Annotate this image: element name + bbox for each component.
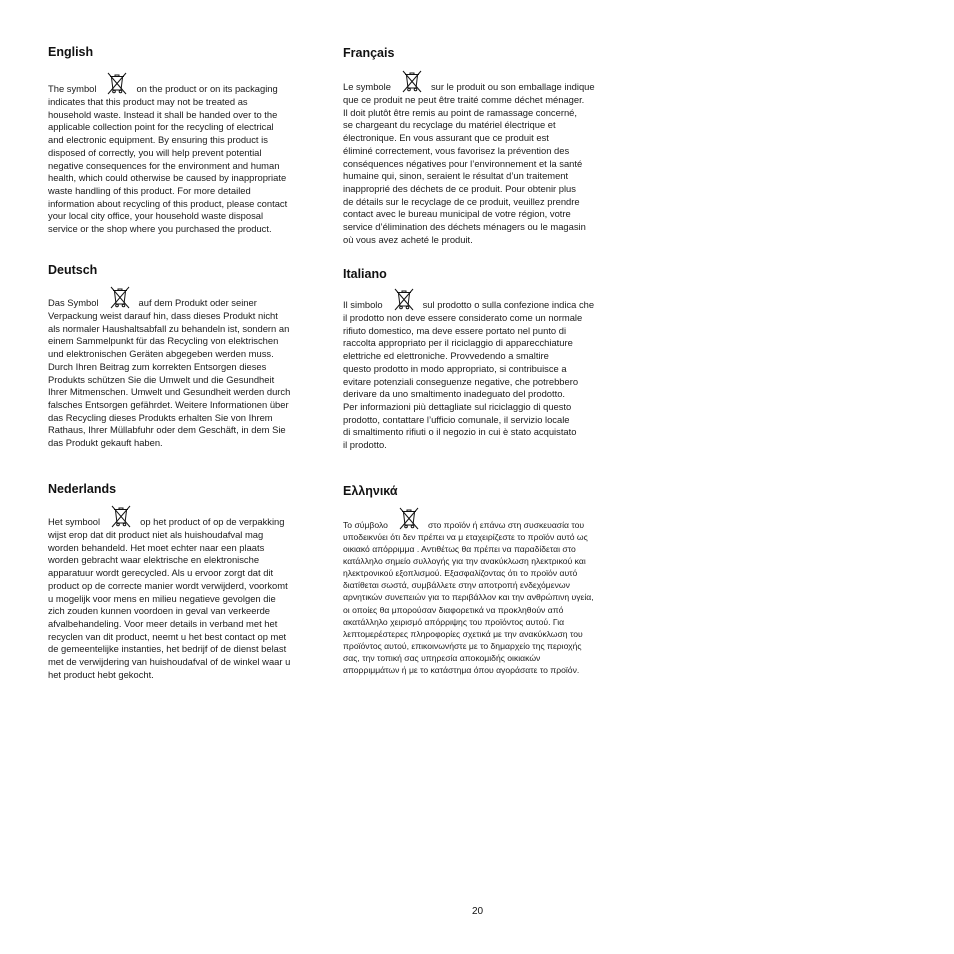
paragraph-line: απορριμμάτων ή με το κατάστημα όπου αγοράσατε το προϊόν. [343, 665, 580, 676]
section-body-english [48, 70, 287, 236]
paragraph-line: de détails sur le recyclage de ce produit, veuillez prendre [343, 195, 580, 207]
paragraph-first-line [343, 505, 594, 531]
section-ellinika [343, 483, 594, 676]
paragraph-line: questo prodotto in modo appropriato, si contribuisce a [343, 362, 567, 374]
paragraph-line: household waste. Instead it shall be handed over to the [48, 108, 278, 120]
crossed-out-wheelie-bin-icon [393, 286, 415, 312]
paragraph-line: σας, την τοπική σας υπηρεσία αποκομιδής οικιακών [343, 652, 541, 663]
symbol-lead-text: Il simbolo [343, 299, 383, 311]
paragraph-line: se chargeant du recyclage du matériel électrique et [343, 119, 556, 131]
paragraph-line: humaine qui, sinon, seraient le résultat d’un traitement [343, 170, 569, 182]
paragraph-line: het product hebt gekocht. [48, 668, 154, 680]
section-body-nederlands [48, 503, 290, 681]
paragraph-line: raccolta appropriato per il riciclaggio di apparecchiature [343, 337, 573, 349]
paragraph-line: falsches Entsorgen gefährdet. Weitere Informationen über [48, 398, 289, 410]
paragraph-line: Verpackung weist darauf hin, dass dieses Produkt nicht [48, 310, 278, 321]
paragraph-line: αρνητικών συνεπειών για το περιβάλλον και την ανθρώπινη υγεία, [343, 592, 594, 603]
crossed-out-wheelie-bin-icon [110, 503, 132, 529]
paragraph-line: afvalbehandeling. Voor meer details in verband met het [48, 617, 278, 629]
paragraph-line: λεπτομερέστερες πληροφορίες σχετικά με την ανακύκλωση του [343, 628, 583, 639]
paragraph-line: elettriche ed elettroniche. Provvedendo a smaltire [343, 350, 549, 362]
paragraph-line: Produkts schützen Sie die Umwelt und die Gesundheit [48, 373, 275, 385]
paragraph-line: service d’élimination des déchets ménagers ou le magasin [343, 221, 586, 233]
symbol-lead-text: Das Symbol [48, 297, 99, 309]
paragraph-line: worden gebracht waar elektrische en elektronische [48, 554, 260, 566]
paragraph-line: di smaltimento rifiuti o il negozio in cui è stato acquistato [343, 426, 577, 438]
symbol-trail-text: στο προϊόν ή επάνω στη συσκευασία του [427, 519, 585, 530]
paragraph-line: apparatuur wordt gerecycled. Als u ervoor zorgt dat dit [48, 567, 274, 579]
section-body-italiano [343, 286, 594, 452]
paragraph-line: προϊόντος αυτού, επικοινωνήστε με το δημαρχείο της περιοχής [343, 640, 582, 651]
section-heading-italiano: Italiano [343, 267, 387, 281]
section-heading-deutsch: Deutsch [48, 263, 98, 277]
paragraph-line: Durch Ihren Beitrag zum korrekten Entsorgen dieses [48, 360, 267, 372]
page-number: 20 [472, 906, 484, 917]
paragraph-line: rifiuto domestico, ma deve essere portato nel punto di [343, 324, 567, 336]
paragraph-line: électronique. En vous assurant que ce produit est [343, 132, 549, 144]
symbol-trail-text: sul prodotto o sulla confezione indica che [422, 299, 595, 311]
symbol-lead-text: Το σύμβολο [343, 519, 388, 530]
section-italiano [343, 266, 594, 452]
section-body-francais [343, 68, 595, 246]
paragraph-line: worden behandeld. Het moet echter naar een plaats [48, 541, 265, 553]
symbol-lead-text: Het symbool [48, 516, 101, 528]
crossed-out-wheelie-bin-icon [106, 70, 128, 96]
paragraph-first-line [343, 68, 595, 94]
crossed-out-wheelie-bin-icon [401, 68, 423, 94]
paragraph-line: où vous avez acheté le produit. [343, 233, 473, 245]
paragraph-line: Per informazioni più dettagliate sul riciclaggio di questo [343, 400, 572, 412]
paragraph-line: das Recycling dieses Produkts erhalten Sie von Ihrem [48, 411, 273, 423]
section-body-deutsch [48, 284, 290, 450]
paragraph-line: que ce produit ne peut être traité comme déchet ménager. [343, 94, 585, 105]
section-francais [343, 45, 595, 246]
paragraph-line: prodotto, contattare l’ufficio comunale, il servizio locale [343, 413, 570, 425]
paragraph-line: οικιακό απόρριμμα . Αντιθέτως θα πρέπει να παραδίδεται στο [343, 544, 576, 555]
paragraph-line: il prodotto non deve essere considerato come un normale [343, 312, 583, 323]
paragraph-line: met de verwijdering van huishoudafval of de winkel waar u [48, 656, 291, 668]
paragraph-line: οι οποίες θα μπορούσαν διαφορετικά να προκληθούν από [343, 604, 564, 615]
crossed-out-wheelie-bin-icon [398, 505, 420, 531]
paragraph-line: derivare da uno smaltimento inadeguato del prodotto. [343, 388, 566, 400]
paragraph-line: service or the shop where you purchased the product. [48, 223, 272, 235]
paragraph-line: de gemeentelijke instanties, het bedrijf of de dienst belast [48, 643, 287, 655]
section-heading-francais: Français [343, 46, 395, 60]
paragraph-line: your local city office, your household waste disposal [48, 210, 264, 222]
paragraph-first-line [343, 286, 594, 312]
paragraph-line: einem Sammelpunkt für das Recycling von elektrischen [48, 335, 279, 347]
section-english [48, 44, 287, 236]
symbol-lead-text: Le symbole [343, 81, 391, 93]
paragraph-line: als normaler Haushaltsabfall zu behandeln ist, sondern an [48, 322, 290, 334]
paragraph-line: indicates that this product may not be treated as [48, 96, 248, 107]
paragraph-line: il prodotto. [343, 439, 387, 451]
paragraph-line: διατίθεται σωστά, συμβάλλετε στην αποτροπή ενδεχόμενων [343, 580, 570, 591]
paragraph-line: υποδεικνύει ότι δεν πρέπει να μ εταχειρίζεστε το προϊόν αυτό ως [343, 532, 588, 542]
section-heading-nederlands: Nederlands [48, 482, 117, 496]
section-heading-english: English [48, 45, 94, 59]
paragraph-line: Il doit plutôt être remis au point de ramassage concerné, [343, 106, 577, 118]
paragraph-first-line [48, 503, 290, 529]
paragraph-line: and electronic equipment. By ensuring this product is [48, 134, 268, 146]
paragraph-line: zich zouden kunnen voordoen in geval van verkeerde [48, 605, 271, 617]
section-body-ellinika [343, 505, 594, 676]
paragraph-line: recyclen van dit product, neemt u het best contact op met [48, 630, 287, 642]
symbol-lead-text: The symbol [48, 83, 97, 95]
paragraph-line: wijst erop dat dit product niet als huishoudafval mag [48, 529, 264, 540]
symbol-trail-text: op het product of op de verpakking [140, 516, 285, 528]
paragraph-line: contact avec le bureau municipal de votre région, votre [343, 208, 571, 220]
paragraph-line: κατάλληλο σημείο συλλογής για την ανακύκλωση ηλεκτρικού και [343, 556, 586, 567]
paragraph-line: negative consequences for the environment and human [48, 159, 280, 171]
paragraph-line: conséquences négatives pour l’environnement et la santé [343, 157, 583, 169]
paragraph-line: information about recycling of this product, please contact [48, 197, 288, 209]
crossed-out-wheelie-bin-icon [109, 284, 131, 310]
paragraph-line: Ihrer Mitmenschen. Umwelt und Gesundheit werden durch [48, 386, 291, 398]
paragraph-line: Rathaus, Ihrer Müllabfuhr oder dem Geschäft, in dem Sie [48, 424, 286, 436]
symbol-trail-text: sur le produit ou son emballage indique [430, 81, 595, 93]
paragraph-line: das Produkt gekauft haben. [48, 437, 163, 449]
paragraph-line: applicable collection point for the recycling of electrical [48, 121, 274, 133]
paragraph-line: ηλεκτρονικού εξοπλισμού. Εξασφαλίζοντας ότι το προϊόν αυτό [343, 568, 578, 579]
paragraph-line: éliminé correctement, vous favorisez la prévention des [343, 144, 570, 156]
paragraph-line: evitare potenziali conseguenze negative, che potrebbero [343, 375, 579, 387]
paragraph-line: inapproprié des déchets de ce produit. Pour obtenir plus [343, 182, 576, 194]
symbol-trail-text: auf dem Produkt oder seiner [138, 297, 257, 309]
section-nederlands [48, 481, 290, 681]
section-heading-ellinika: Ελληνικά [343, 484, 398, 498]
paragraph-line: und elektronischen Geräten abgegeben werden muss. [48, 348, 274, 360]
paragraph-line: u mogelijk voor mens en milieu negatieve gevolgen die [48, 592, 276, 604]
paragraph-first-line [48, 70, 287, 96]
paragraph-line: ακατάλληλο χειρισμό απόρριψης του προϊόντος αυτού. Για [343, 616, 565, 627]
symbol-trail-text: on the product or on its packaging [136, 83, 278, 95]
paragraph-first-line [48, 284, 290, 310]
paragraph-line: product op de correcte manier wordt verwijderd, voorkomt [48, 579, 288, 591]
paragraph-line: disposed of correctly, you will help prevent potential [48, 146, 262, 158]
section-deutsch [48, 262, 290, 450]
paragraph-line: waste handling of this product. For more detailed [48, 184, 251, 196]
paragraph-line: health, which could otherwise be caused by inappropriate [48, 172, 287, 184]
